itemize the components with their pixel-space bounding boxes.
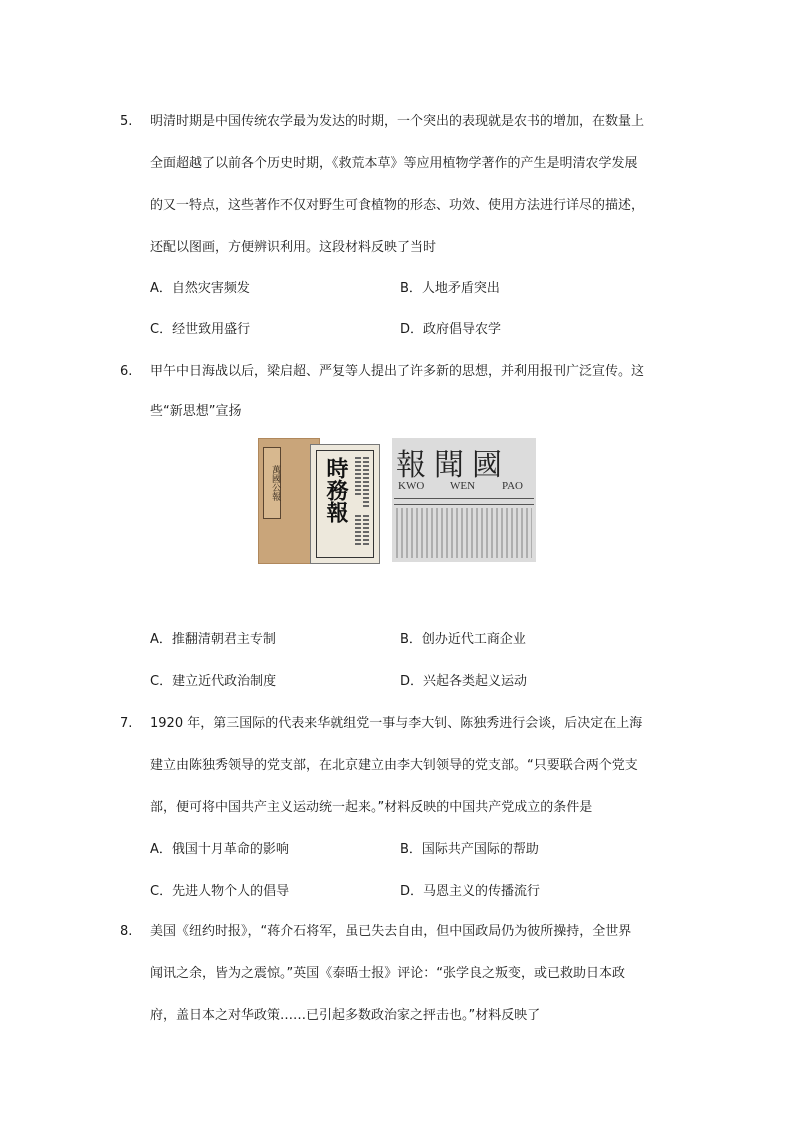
option-b[interactable]: B．创办近代工商企业 xyxy=(400,632,526,647)
question-text-line: 部，便可将中国共产主义运动统一起来。”材料反映的中国共产党成立的条件是 xyxy=(150,800,593,815)
book1-label: 萬國公報 xyxy=(263,447,281,519)
option-b[interactable]: B．国际共产国际的帮助 xyxy=(400,842,539,857)
question-number: 6. xyxy=(120,364,133,379)
question-number: 7. xyxy=(120,716,133,731)
question-text-line: 闻讯之余，皆为之震惊。”英国《泰晤士报》评论：“张学良之叛变，或已救助日本政 xyxy=(150,966,625,981)
option-c[interactable]: C．经世致用盛行 xyxy=(150,322,251,337)
question-text-line: 些“新思想”宣扬 xyxy=(150,404,242,419)
paper-roman-1: KWO xyxy=(398,480,425,492)
option-c[interactable]: C．建立近代政治制度 xyxy=(150,674,277,689)
shiwubao-image xyxy=(310,444,380,564)
question-text-line: 明清时期是中国传统农学最为发达的时期，一个突出的表现就是农书的增加，在数量上 xyxy=(150,114,645,129)
question-text-line: 还配以图画，方便辨识利用。这段材料反映了当时 xyxy=(150,240,437,255)
option-a[interactable]: A．推翻清朝君主专制 xyxy=(150,632,276,647)
paper-body-text xyxy=(396,508,532,558)
option-a[interactable]: A．自然灾害频发 xyxy=(150,281,250,296)
question-text-line: 府，盖日本之对华政策……已引起多数政治家之抨击也。”材料反映了 xyxy=(150,1008,541,1023)
option-d[interactable]: D．政府倡导农学 xyxy=(400,322,502,337)
question-number: 8. xyxy=(120,924,133,939)
option-b[interactable]: B．人地矛盾突出 xyxy=(400,281,500,296)
question-text-line: 美国《纽约时报》，“蒋介石将军，虽已失去自由，但中国政局仍为彼所操持，全世界 xyxy=(150,924,632,939)
newspaper-figure xyxy=(258,438,536,564)
question-text-line: 甲午中日海战以后，梁启超、严复等人提出了许多新的思想，并利用报刊广泛宣传。这 xyxy=(150,364,645,379)
option-c[interactable]: C．先进人物个人的倡导 xyxy=(150,884,290,899)
paper-title: 報聞國 xyxy=(396,448,510,483)
question-text-line: 建立由陈独秀领导的党支部，在北京建立由李大钊领导的党支部。“只要联合两个党支 xyxy=(150,758,638,773)
option-d[interactable]: D．马恩主义的传播流行 xyxy=(400,884,541,899)
paper-roman-3: PAO xyxy=(502,480,523,492)
question-text-line: 的又一特点，这些著作不仅对野生可食植物的形态、功效、使用方法进行详尽的描述， xyxy=(150,198,645,213)
guowenbao-image xyxy=(392,438,536,562)
question-number: 5. xyxy=(120,114,133,129)
question-text-line: 全面超越了以前各个历史时期，《救荒本草》等应用植物学著作的产生是明清农学发展 xyxy=(150,156,638,171)
question-text-line: 1920 年，第三国际的代表来华就组党一事与李大钊、陈独秀进行会谈，后决定在上海 xyxy=(150,716,643,731)
paper-roman-2: WEN xyxy=(450,480,476,492)
option-a[interactable]: A．俄国十月革命的影响 xyxy=(150,842,289,857)
option-d[interactable]: D．兴起各类起义运动 xyxy=(400,674,528,689)
book2-title: 時務報 xyxy=(323,457,349,523)
